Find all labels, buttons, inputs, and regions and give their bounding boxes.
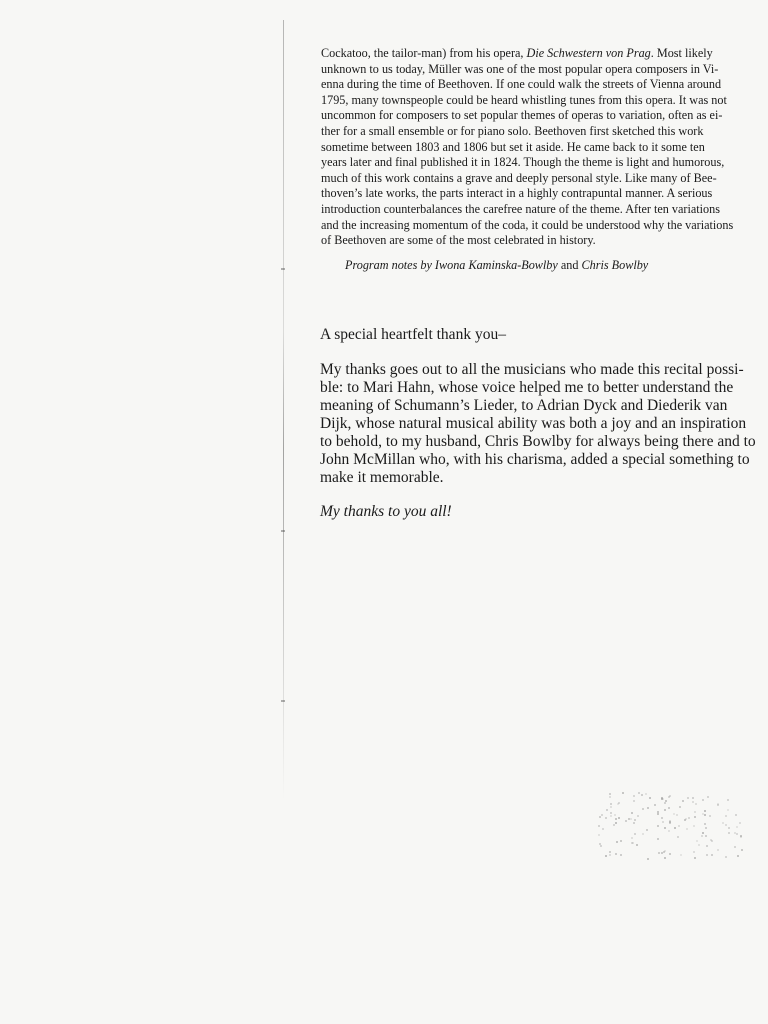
notes-text: . Most likely [650, 46, 713, 60]
noise-dot [664, 850, 666, 852]
noise-dot [727, 799, 729, 801]
noise-dot [641, 794, 643, 796]
noise-dot [620, 840, 622, 842]
noise-dot [674, 827, 676, 829]
noise-dot [735, 814, 737, 816]
noise-dot [668, 807, 670, 809]
noise-dot [602, 828, 604, 830]
noise-dot [654, 804, 656, 806]
binding-line [283, 20, 284, 800]
noise-dot [728, 827, 730, 829]
notes-line: enna during the time of Beethoven. If one could walk the streets of Vienna around [321, 77, 722, 92]
noise-dot [734, 846, 736, 848]
noise-dot [734, 832, 736, 834]
binding-mark [281, 700, 285, 702]
noise-dot [682, 800, 684, 802]
noise-dot [694, 857, 696, 859]
noise-dot [620, 854, 622, 856]
noise-dot [605, 855, 607, 857]
noise-dot [693, 851, 695, 853]
noise-dot [614, 814, 616, 816]
noise-dot [706, 854, 708, 856]
noise-dot [645, 793, 647, 795]
thanks-line: ble: to Mari Hahn, whose voice helped me to better understand the [320, 379, 734, 396]
noise-dot [680, 854, 682, 856]
noise-dot [704, 823, 706, 825]
noise-dot [622, 792, 624, 794]
noise-dot [706, 845, 708, 847]
noise-dot [609, 793, 611, 795]
noise-dot [633, 800, 635, 802]
noise-dot [694, 811, 696, 813]
program-notes-paragraph [321, 46, 765, 249]
opera-title: Die Schwestern von Prag [526, 46, 651, 60]
noise-dot [647, 807, 649, 809]
thanks-line: make it memorable. [320, 469, 444, 486]
thanks-line: John McMillan who, with his charisma, added a special something to [320, 451, 750, 468]
thanks-line: My thanks goes out to all the musicians who made this recital possi- [320, 361, 744, 378]
noise-dot [664, 827, 666, 829]
noise-dot [609, 851, 611, 853]
credit-conjunction: and [557, 258, 582, 272]
noise-dot [661, 852, 663, 854]
noise-dot [669, 853, 671, 855]
notes-text: Cockatoo, the tailor-man) from his opera, [321, 46, 527, 60]
noise-dot [701, 835, 703, 837]
noise-dot [630, 818, 632, 820]
noise-dot [740, 836, 742, 838]
noise-dot [664, 857, 666, 859]
noise-dot [615, 818, 617, 820]
noise-dot [704, 810, 706, 812]
noise-dot [657, 838, 659, 840]
noise-dot [610, 815, 612, 817]
noise-dot [693, 825, 695, 827]
notes-line: uncommon for composers to set popular themes of operas to variation, often as ei- [321, 108, 723, 123]
noise-dot [679, 806, 681, 808]
noise-dot [610, 803, 612, 805]
noise-dot [728, 832, 730, 834]
noise-dot [618, 817, 620, 819]
noise-dot [661, 797, 663, 799]
noise-dot [647, 858, 649, 860]
noise-dot [661, 817, 663, 819]
noise-dot [625, 820, 627, 822]
binding-mark [281, 268, 285, 270]
noise-dot [741, 849, 743, 851]
noise-dot [704, 814, 706, 816]
noise-dot [609, 796, 611, 798]
noise-dot [673, 813, 675, 815]
noise-dot [736, 833, 738, 835]
noise-dot [633, 795, 635, 797]
noise-dot [702, 832, 704, 834]
thanks-paragraph [320, 361, 760, 487]
notes-line: much of this work contains a grave and deeply personal style. Like many of Bee- [321, 170, 717, 185]
noise-dot [717, 849, 719, 851]
noise-dot [642, 808, 644, 810]
credit-author: Program notes by Iwona Kaminska-Bowlby [345, 258, 558, 272]
noise-dot [657, 825, 659, 827]
thanks-line: meaning of Schumann’s Lieder, to Adrian Dyck and Diederik van [320, 397, 728, 414]
noise-dot [686, 828, 688, 830]
noise-dot [642, 833, 644, 835]
noise-dot [668, 830, 670, 832]
noise-dot [725, 824, 727, 826]
thanks-heading: A special heartfelt thank you– [320, 326, 506, 343]
noise-dot [610, 812, 612, 814]
noise-dot [598, 834, 600, 836]
notes-line: unknown to us today, Müller was one of the most popular opera composers in Vi- [321, 61, 719, 76]
notes-line: and the increasing momentum of the coda, it could be understood why the variations [321, 217, 734, 232]
noise-dot [605, 817, 607, 819]
noise-dot [705, 827, 707, 829]
noise-dot [692, 797, 694, 799]
noise-dot [646, 829, 648, 831]
noise-dot [610, 806, 612, 808]
noise-dot [631, 837, 633, 839]
noise-dot [696, 840, 698, 842]
noise-dot [725, 815, 727, 817]
noise-dot [677, 836, 679, 838]
noise-dot [600, 845, 602, 847]
noise-dot [678, 825, 680, 827]
notes-line [321, 46, 765, 62]
notes-line: sometime between 1803 and 1806 but set it aside. He came back to it some ten [321, 139, 705, 154]
noise-dot [633, 822, 635, 824]
noise-dot [638, 792, 640, 794]
noise-dot [613, 824, 615, 826]
signoff: My thanks to you all! [320, 503, 452, 520]
thanks-line: Dijk, whose natural musical ability was both a joy and an inspiration [320, 415, 747, 432]
thanks-line: to behold, to my husband, Chris Bowlby for always being there and to [320, 433, 756, 450]
noise-dot [618, 802, 620, 804]
noise-dot [710, 839, 712, 841]
noise-dot [657, 813, 659, 815]
noise-dot [722, 822, 724, 824]
noise-dot [631, 812, 633, 814]
noise-dot [711, 854, 713, 856]
noise-dot [695, 803, 697, 805]
scan-noise [598, 792, 744, 862]
notes-line: of Beethoven are some of the most celebrated in history. [321, 233, 596, 248]
noise-dot [698, 844, 700, 846]
noise-dot [615, 853, 617, 855]
noise-dot [606, 809, 608, 811]
noise-dot [717, 804, 719, 806]
noise-dot [598, 825, 600, 827]
notes-line: thoven’s late works, the parts interact in a highly contrapuntal manner. A serious [321, 186, 713, 201]
program-notes-credit [345, 258, 648, 273]
noise-dot [702, 799, 704, 801]
noise-dot [664, 809, 666, 811]
noise-dot [636, 844, 638, 846]
noise-dot [705, 835, 707, 837]
noise-dot [676, 814, 678, 816]
noise-dot [685, 818, 687, 820]
credit-author: Chris Bowlby [581, 258, 649, 272]
notes-line: ther for a small ensemble or for piano solo. Beethoven first sketched this work [321, 123, 704, 138]
noise-dot [736, 826, 738, 828]
noise-dot [687, 797, 689, 799]
noise-dot [601, 814, 603, 816]
notes-line: 1795, many townspeople could be heard whistling tunes from this opera. It was not [321, 92, 727, 107]
notes-line: years later and final published it in 1824. Though the theme is light and humorous, [321, 155, 725, 170]
noise-dot [688, 817, 690, 819]
noise-dot [637, 815, 639, 817]
noise-dot [634, 833, 636, 835]
noise-dot [599, 816, 601, 818]
noise-dot [707, 796, 709, 798]
noise-dot [739, 822, 741, 824]
noise-dot [615, 822, 617, 824]
noise-dot [692, 801, 694, 803]
noise-dot [631, 842, 633, 844]
noise-dot [649, 797, 651, 799]
noise-dot [727, 809, 729, 811]
noise-dot [662, 821, 664, 823]
noise-dot [702, 813, 704, 815]
noise-dot [634, 819, 636, 821]
noise-dot [658, 852, 660, 854]
noise-dot [664, 802, 666, 804]
noise-dot [709, 815, 711, 817]
binding-mark [281, 530, 285, 532]
noise-dot [694, 816, 696, 818]
notes-line: introduction counterbalances the carefree nature of the theme. After ten variations [321, 201, 720, 216]
noise-dot [609, 854, 611, 856]
noise-dot [616, 841, 618, 843]
noise-dot [737, 855, 739, 857]
noise-dot [668, 796, 670, 798]
noise-dot [669, 822, 671, 824]
noise-dot [725, 856, 727, 858]
